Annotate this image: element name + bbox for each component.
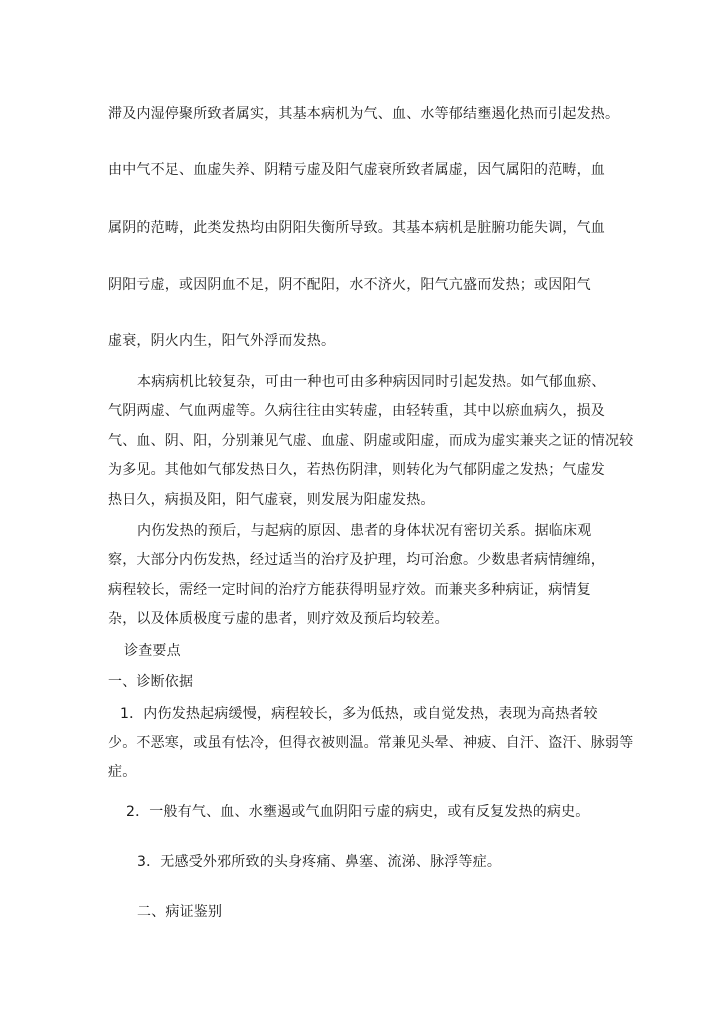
paragraph-start-line: 内伤发热的预后，与起病的原因、患者的身体状况有密切关系。据临床观 bbox=[137, 523, 592, 539]
subsection-heading: 一、诊断依据 bbox=[108, 674, 194, 690]
text-line: 杂，以及体质极度亏虚的患者，则疗效及预后均较差。 bbox=[108, 611, 449, 627]
text-line: 气阴两虚、气血两虚等。久病往往由实转虚，由轻转重，其中以瘀血病久，损及 bbox=[108, 403, 605, 419]
text-line: 阴阳亏虚，或因阴血不足，阴不配阳，水不济火，阳气亢盛而发热；或因阳气 bbox=[108, 277, 591, 293]
text-line: 由中气不足、血虚失养、阴精亏虚及阳气虚衰所致者属虚，因气属阳的范畴，血 bbox=[108, 162, 605, 178]
text-line: 少。不恶寒，或虽有怯冷，但得衣被则温。常兼见头晕、神疲、自汗、盗汗、脉弱等 bbox=[108, 735, 634, 751]
numbered-item-3: 3．无感受外邪所致的头身疼痛、鼻塞、流涕、脉浮等症。 bbox=[137, 854, 502, 870]
text-line: 气、血、阴、阳，分别兼见气虚、血虚、阴虚或阳虚，而成为虚实兼夹之证的情况较 bbox=[108, 433, 634, 449]
paragraph-start-line: 本病病机比较复杂，可由一种也可由多种病因同时引起发热。如气郁血瘀、 bbox=[137, 374, 606, 390]
text-line: 察，大部分内伤发热，经过适当的治疗及护理，均可治愈。少数患者病情缠绵， bbox=[108, 552, 605, 568]
text-line: 症。 bbox=[108, 764, 137, 780]
section-heading: 诊查要点 bbox=[124, 643, 181, 659]
text-line: 病程较长，需经一定时间的治疗方能获得明显疗效。而兼夹多种病证，病情复 bbox=[108, 582, 591, 598]
subsection-heading: 二、病证鉴别 bbox=[137, 904, 223, 920]
text-line: 滞及内湿停聚所致者属实，其基本病机为气、血、水等郁结壅遏化热而引起发热。 bbox=[108, 106, 620, 122]
text-line: 热日久，病损及阳，阳气虚衰，则发展为阳虚发热。 bbox=[108, 492, 435, 508]
text-line: 属阴的范畴，此类发热均由阴阳失衡所导致。其基本病机是脏腑功能失调，气血 bbox=[108, 220, 605, 236]
numbered-item-2: 2．一般有气、血、水壅遏或气血阴阳亏虚的病史，或有反复发热的病史。 bbox=[126, 804, 590, 820]
numbered-item-1: 1．内伤发热起病缓慢，病程较长，多为低热，或自觉发热，表现为高热者较 bbox=[120, 706, 598, 722]
text-line: 虚衰，阴火内生，阳气外浮而发热。 bbox=[108, 333, 336, 349]
text-line: 为多见。其他如气郁发热日久，若热伤阴津，则转化为气郁阴虚之发热；气虚发 bbox=[108, 462, 605, 478]
